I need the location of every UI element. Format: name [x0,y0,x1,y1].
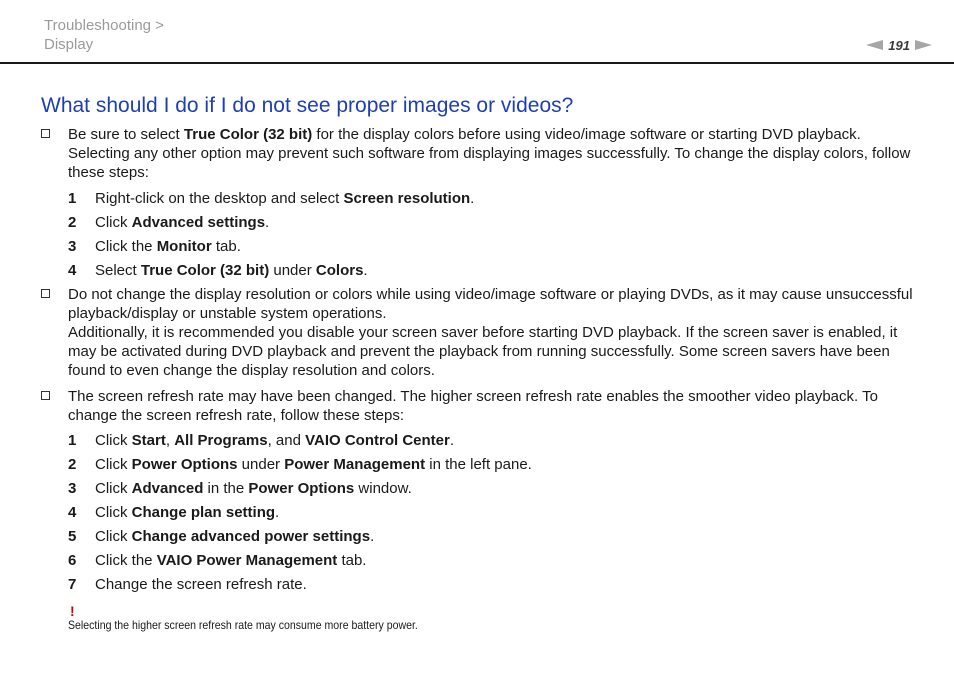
step-number: 3 [68,480,77,497]
step-item: 5 Click Change advanced power settings. [68,528,375,545]
step-item: 3 Click the Monitor tab. [68,238,241,255]
header-divider [0,62,954,64]
step-number: 2 [68,214,77,231]
step-item: 2 Click Power Options under Power Management in the left pane. [68,456,532,473]
bullet-text-screen-saver: Additionally, it is recommended you disable your screen saver before starting DVD playback. If the screen saver is enabled, it may be activated during DVD playback and prevent the playback from running successfully. Some screen savers have been found to even change the display resolution and colors. [68,324,898,379]
step-number: 5 [68,528,77,545]
note-text: Selecting the higher screen refresh rate may consume more battery power. [68,618,418,632]
step-item: 3 Click Advanced in the Power Options window. [68,480,412,497]
step-number: 1 [68,432,77,449]
previous-page-arrow-icon[interactable] [866,40,883,50]
steps-display-colors [0,189,954,280]
checkbox-bullet-icon [41,391,50,400]
checkbox-bullet-icon [41,129,50,138]
bullet-resolution-warning [0,285,954,380]
step-number: 1 [68,190,77,207]
step-item: 4 Select True Color (32 bit) under Colors. [68,262,368,279]
step-number: 7 [68,576,77,593]
page-title: What should I do if I do not see proper images or videos? [41,94,574,117]
bullet-text: Do not change the display resolution or colors while using video/image software or playing DVDs, as it may cause unsuccessful playback/display or unstable system operations. [68,286,913,322]
bullet-refresh-rate [0,387,954,425]
step-number: 4 [68,262,77,279]
step-number: 2 [68,456,77,473]
step-item: 2 Click Advanced settings. [68,214,270,231]
step-item: 6 Click the VAIO Power Management tab. [68,552,367,569]
page-navigation [866,36,932,54]
steps-refresh-rate [0,431,954,594]
battery-note [0,604,954,632]
next-page-arrow-icon[interactable] [915,40,932,50]
step-item: 1 Right-click on the desktop and select Screen resolution. [68,190,475,207]
step-number: 3 [68,238,77,255]
breadcrumb-troubleshooting: Troubleshooting > [44,17,164,34]
exclamation-icon: ! [70,603,75,619]
step-number: 6 [68,552,77,569]
step-item: 7 Change the screen refresh rate. [68,576,307,593]
step-number: 4 [68,504,77,521]
breadcrumb-display: Display [44,36,94,53]
bullet-text: Be sure to select True Color (32 bit) for the display colors before using video/image software or starting DVD playback. Selecting any other option may prevent such software from displaying images successfully. To change the display colors, follow these steps: [68,126,911,181]
main-content [0,125,954,632]
page-number: 191 [888,37,910,53]
bullet-true-color [0,125,954,182]
bullet-text: The screen refresh rate may have been changed. The higher screen refresh rate enables the smoother video playback. To change the screen refresh rate, follow these steps: [68,388,878,424]
step-item: 4 Click Change plan setting. [68,504,280,521]
breadcrumb [44,16,164,54]
checkbox-bullet-icon [41,289,50,298]
step-item: 1 Click Start, All Programs, and VAIO Control Center. [68,432,455,449]
